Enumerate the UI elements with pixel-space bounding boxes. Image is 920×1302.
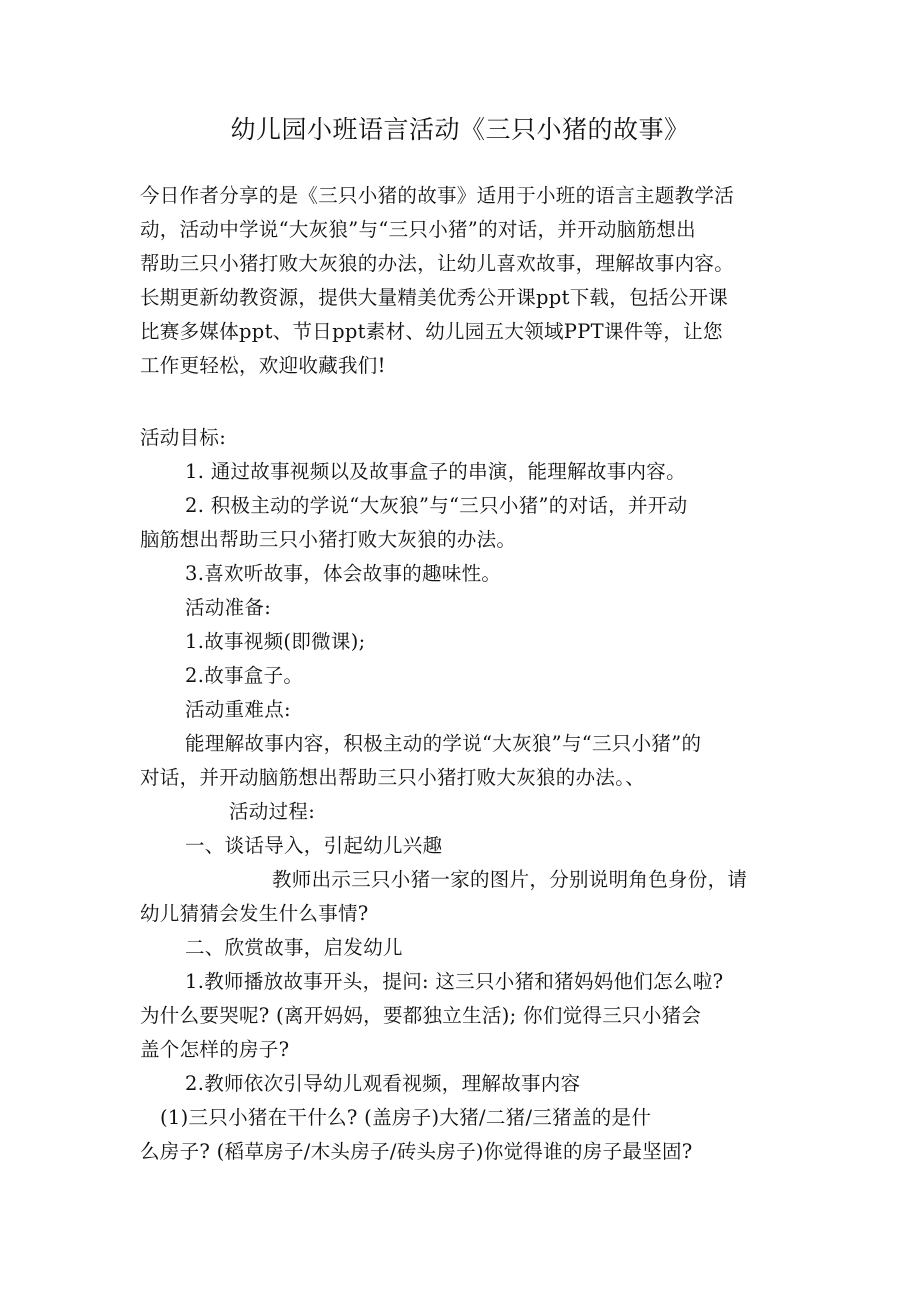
goal-2-line-2: 脑筋想出帮助三只小猪打败大灰狼的办法。	[140, 528, 517, 551]
prep-2: 2.故事盒子。	[185, 664, 304, 687]
key-heading: 活动重难点:	[185, 698, 291, 721]
step-2-2-q1-line-1: (1)三只小猪在干什么? (盖房子)大猪/二猪/三猪盖的是什	[160, 1106, 652, 1129]
intro-line-2: 动，活动中学说“大灰狼”与“三只小猪”的对话，并开动脑筋想出	[140, 218, 696, 241]
step-2-1-line-2: 为什么要哭呢? (离开妈妈，要都独立生活); 你们觉得三只小猪会	[140, 1004, 702, 1027]
key-text-line-2: 对话，并开动脑筋想出帮助三只小猪打败大灰狼的办法。、	[140, 766, 646, 789]
step-2-2: 2.教师依次引导幼儿观看视频，理解故事内容	[185, 1072, 581, 1095]
intro-line-3: 帮助三只小猪打败大灰狼的办法，让幼儿喜欢故事，理解故事内容。	[140, 252, 735, 275]
goal-3: 3.喜欢听故事，体会故事的趣味性。	[185, 562, 502, 585]
intro-line-5: 比赛多媒体ppt、节日ppt素材、幼儿园五大领域PPT课件等，让您	[140, 320, 723, 343]
step-2-heading: 二、欣赏故事，启发幼儿	[185, 936, 403, 959]
step-2-2-q1-line-2: 么房子? (稻草房子/木头房子/砖头房子)你觉得谁的房子最坚固?	[140, 1140, 693, 1163]
document-title: 幼儿园小班语言活动《三只小猪的故事》	[230, 115, 690, 144]
step-1-text-line-2: 幼儿猜猜会发生什么事情?	[140, 902, 369, 925]
goal-2-line-1: 2. 积极主动的学说“大灰狼”与“三只小猪”的对话，并开动	[185, 494, 688, 517]
step-1-heading: 一、谈话导入，引起幼儿兴趣	[185, 834, 443, 857]
intro-line-1: 今日作者分享的是《三只小猪的故事》适用于小班的语言主题教学活	[140, 184, 735, 207]
process-heading: 活动过程:	[229, 800, 316, 823]
intro-line-4: 长期更新幼教资源，提供大量精美优秀公开课ppt下载，包括公开课	[140, 286, 729, 309]
goal-1: 1. 通过故事视频以及故事盒子的串演，能理解故事内容。	[185, 460, 686, 483]
goals-heading: 活动目标:	[140, 426, 227, 449]
prep-heading: 活动准备:	[185, 596, 272, 619]
step-2-1-line-1: 1.教师播放故事开头，提问: 这三只小猪和猪妈妈他们怎么啦?	[185, 970, 724, 993]
key-text-line-1: 能理解故事内容，积极主动的学说“大灰狼”与“三只小猪”的	[185, 732, 702, 755]
step-1-text-line-1: 教师出示三只小猪一家的图片，分别说明角色身份，请	[272, 868, 748, 891]
prep-1: 1.故事视频(即微课);	[185, 630, 366, 653]
step-2-1-line-3: 盖个怎样的房子?	[140, 1038, 290, 1061]
intro-line-6: 工作更轻松，欢迎收藏我们!	[140, 354, 386, 377]
